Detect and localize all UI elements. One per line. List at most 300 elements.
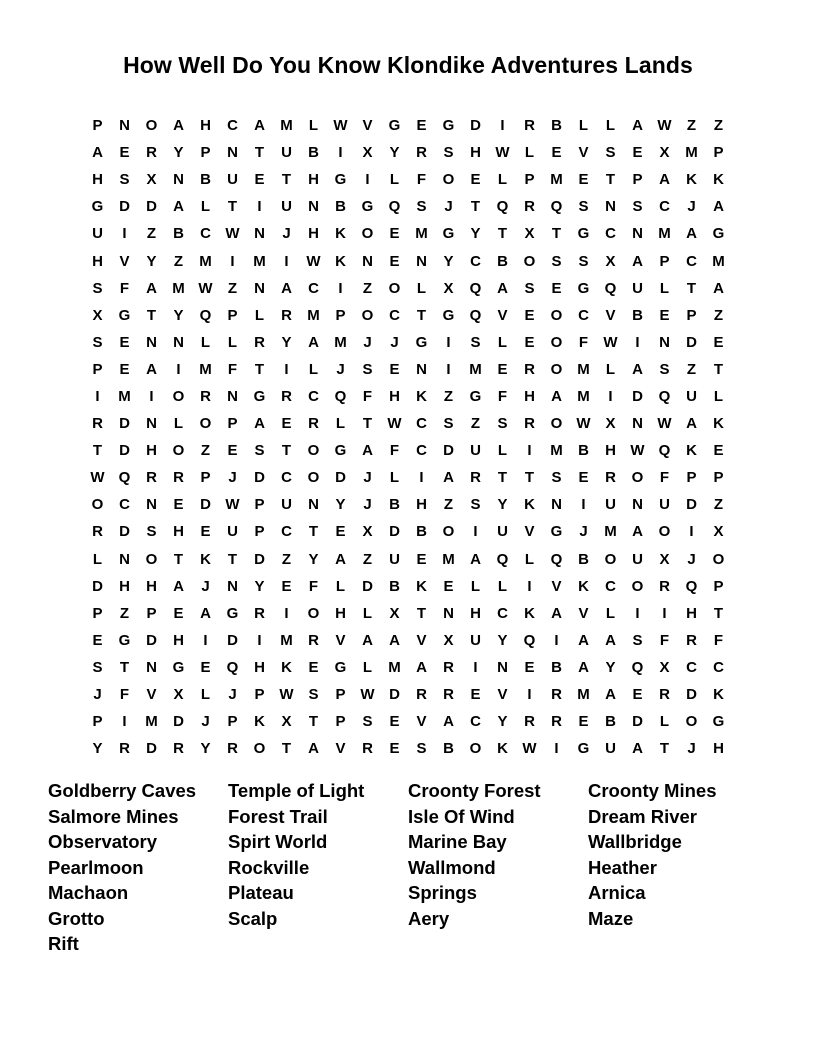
grid-letter: T xyxy=(173,550,184,568)
grid-letter: A xyxy=(416,658,427,676)
grid-letter: N xyxy=(173,333,184,351)
grid-letter: A xyxy=(713,279,724,297)
grid-letter: T xyxy=(551,225,562,243)
grid-letter: S xyxy=(362,360,373,378)
grid-letter: P xyxy=(227,306,238,324)
grid-letter: C xyxy=(713,658,724,676)
grid-letter: Q xyxy=(469,306,482,324)
grid-letter: K xyxy=(524,496,535,514)
grid-letter: M xyxy=(172,279,185,297)
grid-letter: Y xyxy=(92,740,103,758)
word-list-item: Marine Bay xyxy=(408,831,507,852)
grid-letter: S xyxy=(551,252,562,270)
grid-letter: Y xyxy=(605,658,616,676)
grid-letter: F xyxy=(362,387,373,405)
grid-letter: Z xyxy=(713,117,724,135)
grid-letter: V xyxy=(146,686,157,704)
grid-letter: A xyxy=(713,198,724,216)
grid-letter: E xyxy=(713,333,724,351)
grid-letter: E xyxy=(389,252,400,270)
grid-letter: R xyxy=(308,631,319,649)
grid-letter: M xyxy=(604,523,617,541)
grid-letter: S xyxy=(605,144,616,162)
grid-letter: A xyxy=(173,117,184,135)
grid-letter: Z xyxy=(146,225,157,243)
grid-letter: I xyxy=(338,279,343,297)
grid-letter: H xyxy=(470,144,481,162)
grid-letter: W xyxy=(225,225,240,243)
grid-letter: E xyxy=(119,360,130,378)
grid-letter: I xyxy=(635,333,640,351)
grid-letter: P xyxy=(713,469,724,487)
grid-letter: K xyxy=(524,604,535,622)
grid-letter: A xyxy=(632,523,643,541)
grid-letter: O xyxy=(307,604,320,622)
grid-letter: G xyxy=(442,306,455,324)
grid-letter: O xyxy=(145,550,158,568)
grid-letter: E xyxy=(524,306,535,324)
grid-letter: O xyxy=(550,415,563,433)
grid-letter: U xyxy=(686,387,697,405)
grid-letter: J xyxy=(363,496,372,514)
grid-letter: P xyxy=(92,360,103,378)
grid-letter: U xyxy=(659,496,670,514)
grid-letter: Q xyxy=(199,306,212,324)
grid-letter: Y xyxy=(389,144,400,162)
grid-letter: B xyxy=(443,740,454,758)
grid-letter: M xyxy=(577,360,590,378)
grid-letter: L xyxy=(497,171,508,189)
grid-letter: B xyxy=(308,144,319,162)
grid-letter: R xyxy=(200,387,211,405)
word-list-item: Wallbridge xyxy=(588,831,682,852)
grid-letter: I xyxy=(446,360,451,378)
grid-letter: I xyxy=(527,442,532,460)
grid-letter: L xyxy=(470,577,481,595)
grid-letter: C xyxy=(119,496,130,514)
grid-letter: Z xyxy=(443,387,454,405)
grid-letter: Y xyxy=(308,550,319,568)
grid-letter: B xyxy=(416,523,427,541)
grid-letter: T xyxy=(497,225,508,243)
grid-letter: F xyxy=(389,442,400,460)
grid-letter: Z xyxy=(443,496,454,514)
grid-letter: C xyxy=(281,523,292,541)
grid-letter: D xyxy=(443,442,454,460)
grid-letter: U xyxy=(605,496,616,514)
grid-letter: D xyxy=(389,686,400,704)
grid-letter: W xyxy=(630,442,645,460)
grid-letter: N xyxy=(254,279,265,297)
grid-letter: R xyxy=(173,469,184,487)
grid-letter: O xyxy=(658,523,671,541)
grid-letter: W xyxy=(603,333,618,351)
grid-letter: S xyxy=(92,279,103,297)
grid-letter: G xyxy=(118,631,131,649)
grid-letter: P xyxy=(254,496,265,514)
grid-letter: L xyxy=(497,577,508,595)
grid-letter: P xyxy=(335,713,346,731)
grid-letter: G xyxy=(172,658,185,676)
grid-letter: O xyxy=(631,469,644,487)
grid-letter: H xyxy=(173,523,184,541)
grid-letter: A xyxy=(254,117,265,135)
grid-letter: A xyxy=(605,686,616,704)
grid-letter: T xyxy=(713,360,724,378)
grid-letter: R xyxy=(551,686,562,704)
grid-letter: H xyxy=(146,442,157,460)
grid-letter: A xyxy=(443,469,454,487)
grid-letter: F xyxy=(578,333,589,351)
grid-letter: N xyxy=(659,333,670,351)
grid-letter: R xyxy=(173,740,184,758)
grid-letter: M xyxy=(280,631,293,649)
grid-letter: C xyxy=(470,252,481,270)
grid-letter: E xyxy=(281,415,292,433)
grid-letter: H xyxy=(335,604,346,622)
grid-letter: Z xyxy=(686,360,697,378)
word-list-item: Heather xyxy=(588,856,657,878)
grid-letter: V xyxy=(524,523,535,541)
grid-letter: D xyxy=(632,387,643,405)
grid-letter: Z xyxy=(470,415,481,433)
grid-letter: N xyxy=(632,496,643,514)
grid-letter: O xyxy=(172,387,185,405)
grid-letter: H xyxy=(470,604,481,622)
grid-letter: N xyxy=(146,415,157,433)
grid-letter: I xyxy=(149,387,154,405)
grid-letter: K xyxy=(200,550,211,568)
grid-letter: R xyxy=(119,740,130,758)
grid-letter: N xyxy=(119,117,130,135)
grid-letter: B xyxy=(551,117,562,135)
grid-letter: R xyxy=(281,387,292,405)
grid-letter: T xyxy=(281,171,292,189)
grid-letter: J xyxy=(201,577,210,595)
grid-letter: U xyxy=(227,523,238,541)
grid-letter: G xyxy=(442,225,455,243)
grid-letter: S xyxy=(470,496,481,514)
grid-letter: O xyxy=(469,740,482,758)
grid-letter: X xyxy=(173,686,184,704)
grid-letter: N xyxy=(119,550,130,568)
grid-letter: G xyxy=(361,198,374,216)
grid-letter: N xyxy=(632,225,643,243)
grid-letter: C xyxy=(416,415,427,433)
grid-letter: S xyxy=(362,713,373,731)
grid-letter: Q xyxy=(604,279,617,297)
word-list-item: Croonty Forest xyxy=(408,780,541,801)
grid-letter: K xyxy=(713,415,724,433)
grid-letter: H xyxy=(173,631,184,649)
grid-letter: F xyxy=(119,279,130,297)
grid-letter: I xyxy=(284,360,289,378)
grid-letter: I xyxy=(500,117,505,135)
grid-letter: K xyxy=(335,252,346,270)
word-list-item: Wallmond xyxy=(408,856,496,878)
grid-letter: G xyxy=(577,740,590,758)
grid-letter: N xyxy=(227,577,238,595)
word-list-item: Goldberry Caves xyxy=(48,780,197,801)
grid-letter: U xyxy=(92,225,103,243)
grid-letter: X xyxy=(659,658,670,676)
grid-letter: D xyxy=(227,631,238,649)
grid-letter: P xyxy=(524,171,535,189)
grid-letter: P xyxy=(92,117,103,135)
grid-letter: R xyxy=(686,631,697,649)
grid-letter: A xyxy=(362,442,373,460)
grid-letter: G xyxy=(577,225,590,243)
grid-letter: R xyxy=(524,117,535,135)
grid-letter: U xyxy=(497,523,508,541)
grid-letter: E xyxy=(578,469,589,487)
grid-letter: B xyxy=(173,225,184,243)
grid-letter: A xyxy=(389,631,400,649)
grid-letter: X xyxy=(524,225,535,243)
grid-letter: R xyxy=(524,198,535,216)
grid-letter: J xyxy=(687,550,696,568)
grid-letter: O xyxy=(685,713,698,731)
grid-letter: U xyxy=(470,631,481,649)
grid-letter: R xyxy=(443,686,454,704)
grid-letter: Y xyxy=(200,740,211,758)
grid-letter: G xyxy=(712,713,725,731)
grid-letter: H xyxy=(389,387,400,405)
grid-letter: T xyxy=(227,198,238,216)
grid-letter: R xyxy=(254,604,265,622)
grid-letter: D xyxy=(146,631,157,649)
grid-letter: X xyxy=(389,604,400,622)
grid-letter: A xyxy=(362,631,373,649)
grid-letter: F xyxy=(497,387,508,405)
grid-letter: X xyxy=(605,415,616,433)
grid-letter: K xyxy=(281,658,292,676)
grid-letter: W xyxy=(657,117,672,135)
grid-letter: D xyxy=(119,523,130,541)
grid-letter: L xyxy=(605,604,616,622)
grid-letter: F xyxy=(659,631,670,649)
grid-letter: N xyxy=(308,496,319,514)
grid-letter: X xyxy=(443,631,454,649)
grid-letter: W xyxy=(360,686,375,704)
grid-letter: R xyxy=(227,740,238,758)
grid-letter: C xyxy=(227,117,238,135)
grid-letter: K xyxy=(713,686,724,704)
grid-letter: H xyxy=(92,171,103,189)
grid-letter: J xyxy=(687,740,696,758)
grid-letter: A xyxy=(632,252,643,270)
grid-letter: M xyxy=(145,713,158,731)
grid-letter: N xyxy=(416,360,427,378)
grid-letter: L xyxy=(362,604,373,622)
grid-letter: X xyxy=(92,306,103,324)
grid-letter: C xyxy=(605,577,616,595)
grid-letter: I xyxy=(122,225,127,243)
grid-letter: H xyxy=(146,577,157,595)
word-search-grid xyxy=(84,112,732,762)
grid-letter: L xyxy=(389,171,400,189)
word-list-item: Observatory xyxy=(48,831,157,852)
grid-letter: X xyxy=(605,252,616,270)
grid-letter: V xyxy=(497,306,508,324)
grid-letter: P xyxy=(200,469,211,487)
grid-letter: V xyxy=(497,686,508,704)
grid-letter: Q xyxy=(685,577,698,595)
grid-letter: D xyxy=(254,469,265,487)
grid-letter: J xyxy=(687,198,696,216)
grid-letter: K xyxy=(713,171,724,189)
grid-letter: P xyxy=(713,577,724,595)
grid-letter: I xyxy=(554,740,559,758)
grid-letter: P xyxy=(227,713,238,731)
grid-letter: S xyxy=(416,740,427,758)
grid-letter: I xyxy=(284,604,289,622)
grid-letter: E xyxy=(443,577,454,595)
grid-letter: A xyxy=(605,631,616,649)
grid-letter: Z xyxy=(686,117,697,135)
grid-letter: A xyxy=(254,415,265,433)
grid-letter: H xyxy=(254,658,265,676)
grid-letter: E xyxy=(524,333,535,351)
grid-letter: E xyxy=(335,523,346,541)
grid-letter: L xyxy=(362,658,373,676)
grid-letter: E xyxy=(551,279,562,297)
word-list-item: Springs xyxy=(408,882,477,903)
grid-letter: I xyxy=(662,604,667,622)
grid-letter: T xyxy=(92,442,103,460)
grid-letter: T xyxy=(146,306,157,324)
grid-letter: H xyxy=(686,604,697,622)
grid-letter: S xyxy=(443,415,454,433)
grid-letter: Q xyxy=(658,442,671,460)
grid-letter: D xyxy=(362,577,373,595)
grid-letter: J xyxy=(390,333,399,351)
grid-letter: G xyxy=(577,279,590,297)
grid-letter: E xyxy=(632,686,643,704)
grid-letter: D xyxy=(686,686,697,704)
grid-letter: R xyxy=(146,469,157,487)
grid-letter: T xyxy=(119,658,130,676)
grid-letter: E xyxy=(632,144,643,162)
grid-letter: L xyxy=(254,306,265,324)
grid-letter: Y xyxy=(173,144,184,162)
grid-letter: X xyxy=(659,144,670,162)
grid-letter: J xyxy=(201,713,210,731)
grid-letter: J xyxy=(282,225,291,243)
grid-letter: E xyxy=(173,604,184,622)
grid-letter: O xyxy=(523,252,536,270)
grid-letter: R xyxy=(524,713,535,731)
grid-letter: W xyxy=(333,117,348,135)
grid-letter: H xyxy=(713,740,724,758)
grid-letter: U xyxy=(281,198,292,216)
grid-letter: L xyxy=(605,360,616,378)
grid-letter: M xyxy=(415,225,428,243)
grid-letter: H xyxy=(119,577,130,595)
grid-letter: S xyxy=(443,144,454,162)
grid-letter: N xyxy=(146,658,157,676)
grid-letter: Y xyxy=(146,252,157,270)
grid-letter: O xyxy=(307,442,320,460)
grid-letter: D xyxy=(92,577,103,595)
grid-letter: S xyxy=(308,686,319,704)
grid-letter: P xyxy=(92,713,103,731)
grid-letter: O xyxy=(604,550,617,568)
grid-letter: S xyxy=(632,631,643,649)
grid-letter: R xyxy=(551,713,562,731)
grid-letter: A xyxy=(497,279,508,297)
grid-letter: V xyxy=(578,604,589,622)
grid-letter: T xyxy=(227,550,238,568)
grid-letter: V xyxy=(605,306,616,324)
grid-letter: N xyxy=(227,387,238,405)
grid-letter: N xyxy=(551,496,562,514)
grid-letter: R xyxy=(362,740,373,758)
grid-letter: R xyxy=(92,523,103,541)
grid-letter: L xyxy=(659,713,670,731)
grid-letter: Q xyxy=(496,198,509,216)
grid-letter: P xyxy=(146,604,157,622)
grid-letter: T xyxy=(497,469,508,487)
grid-letter: I xyxy=(203,631,208,649)
grid-letter: S xyxy=(119,171,130,189)
grid-letter: F xyxy=(659,469,670,487)
grid-letter: M xyxy=(442,550,455,568)
grid-letter: E xyxy=(470,686,481,704)
grid-letter: S xyxy=(470,333,481,351)
grid-letter: I xyxy=(473,523,478,541)
word-list-item: Arnica xyxy=(588,882,646,903)
grid-letter: T xyxy=(416,604,427,622)
grid-letter: S xyxy=(632,198,643,216)
grid-letter: G xyxy=(118,306,131,324)
grid-letter: A xyxy=(335,550,346,568)
word-list-item: Pearlmoon xyxy=(48,856,144,878)
grid-letter: R xyxy=(524,415,535,433)
grid-letter: C xyxy=(200,225,211,243)
grid-letter: P xyxy=(713,144,724,162)
grid-letter: S xyxy=(659,360,670,378)
grid-letter: K xyxy=(686,442,697,460)
grid-letter: W xyxy=(576,415,591,433)
grid-letter: L xyxy=(389,469,400,487)
grid-letter: E xyxy=(416,550,427,568)
grid-letter: O xyxy=(442,171,455,189)
grid-letter: K xyxy=(254,713,265,731)
grid-letter: E xyxy=(713,442,724,460)
grid-letter: D xyxy=(254,550,265,568)
grid-letter: P xyxy=(254,686,265,704)
grid-letter: W xyxy=(225,496,240,514)
grid-letter: M xyxy=(118,387,131,405)
grid-letter: T xyxy=(281,740,292,758)
grid-letter: E xyxy=(578,713,589,731)
grid-letter: I xyxy=(581,496,586,514)
grid-letter: I xyxy=(635,604,640,622)
grid-letter: O xyxy=(199,415,212,433)
grid-letter: D xyxy=(389,523,400,541)
grid-letter: L xyxy=(416,279,427,297)
grid-letter: P xyxy=(686,306,697,324)
grid-letter: G xyxy=(442,117,455,135)
grid-letter: M xyxy=(253,252,266,270)
grid-letter: L xyxy=(308,117,319,135)
grid-letter: V xyxy=(416,631,427,649)
grid-letter: R xyxy=(281,306,292,324)
grid-letter: H xyxy=(308,171,319,189)
grid-letter: L xyxy=(200,686,211,704)
grid-letter: G xyxy=(334,658,347,676)
